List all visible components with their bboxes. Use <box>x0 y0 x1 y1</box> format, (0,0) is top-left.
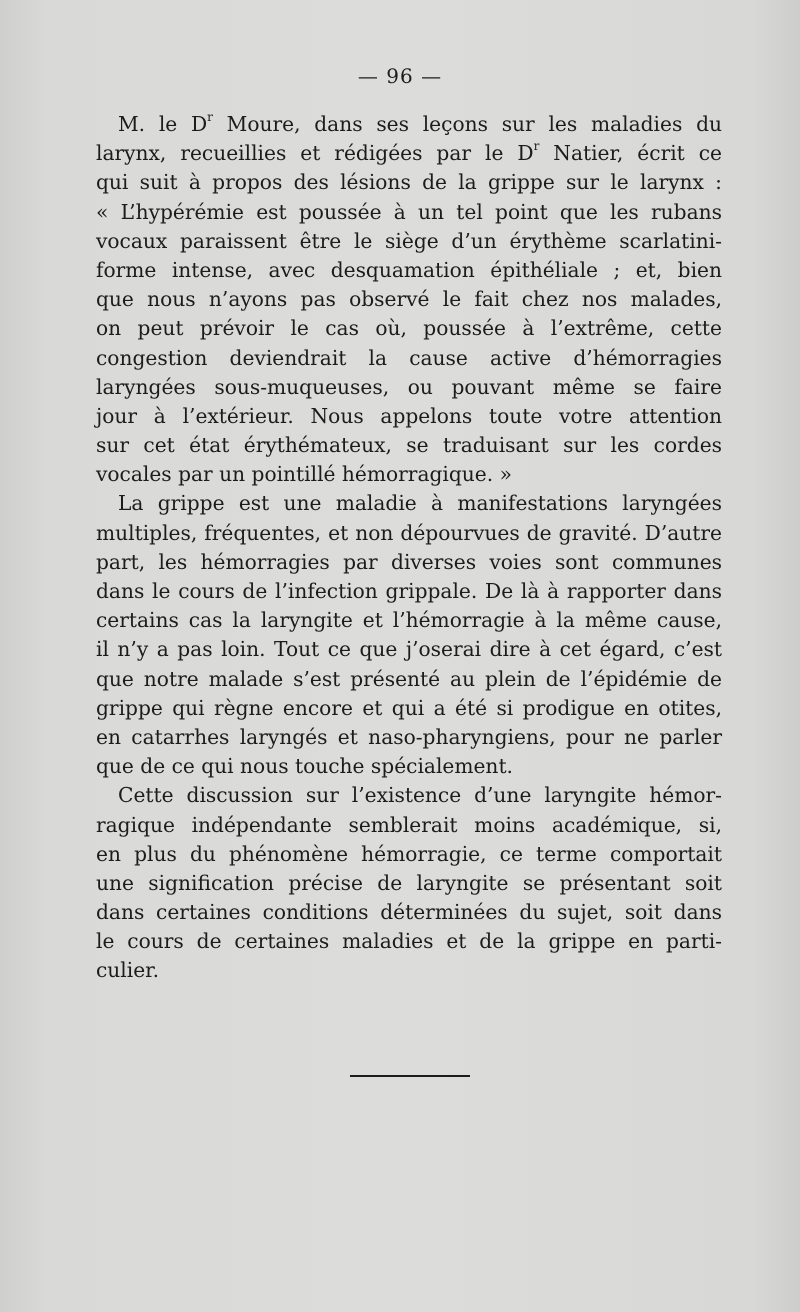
text-line: ragique indépendante semblerait moins académique, si, <box>96 812 722 837</box>
text-line: part, les hémorragies par diverses voies sont communes <box>96 549 722 574</box>
text-line: laryngées sous-muqueuses, ou pouvant même se faire <box>96 374 722 399</box>
text-line: il n’y a pas loin. Tout ce que j’oserai dire à cet égard, c’est <box>96 637 722 662</box>
text-line: vocaux paraissent être le siège d’un érythème scarlatini- <box>96 228 722 253</box>
text-line: dans certaines conditions déterminées du sujet, soit dans <box>96 900 722 925</box>
text-line: larynx, recueillies et rédigées par le $D^r$ Natier, écrit ce <box>96 139 723 166</box>
text-line: grippe qui règne encore et qui a été si prodigue en otites, <box>96 695 722 720</box>
paragraph <box>96 489 722 781</box>
text-line: La grippe est une maladie à manifestations laryngées <box>118 491 722 516</box>
body-text <box>96 110 722 986</box>
text-line: que de ce qui nous touche spécialement. <box>96 754 513 779</box>
paragraph <box>96 110 722 489</box>
text-line: on peut prévoir le cas où, poussée à l’extrême, cette <box>96 316 722 341</box>
text-line: multiples, fréquentes, et non dépourvues de gravité. D’autre <box>96 520 722 545</box>
text-line: dans le cours de l’infection grippale. De là à rapporter dans <box>96 579 722 603</box>
text-line: en catarrhes laryngés et naso-pharyngiens, pour ne parler <box>96 724 722 749</box>
page-number: — 96 — <box>357 64 443 88</box>
text-line: que notre malade s’est présenté au plein de l’épidémie de <box>96 666 722 691</box>
text-line: sur cet état érythémateux, se traduisant sur les cordes <box>96 433 722 458</box>
text-line: M. le $D^r$ Moure, dans ses leçons sur les maladies du <box>118 110 722 136</box>
text-line: Cette discussion sur l’existence d’une laryngite hémor- <box>118 783 722 808</box>
text-line: qui suit à propos des lésions de la grippe sur le larynx : <box>96 170 722 195</box>
text-line: culier. <box>96 958 160 983</box>
text-line: forme intense, avec desquamation épithéliale ; et, bien <box>96 257 722 282</box>
text-line: certains cas la laryngite et l’hémorragie à la même cause, <box>96 608 722 633</box>
text-line: une signification précise de laryngite se présentant soit <box>96 870 722 895</box>
text-line: le cours de certaines maladies et de la grippe en parti- <box>96 929 722 954</box>
text-line: que nous n’ayons pas observé le fait chez nos malades, <box>96 287 722 312</box>
text-line: jour à l’extérieur. Nous appelons toute votre attention <box>96 403 722 428</box>
text-line: vocales par un pointillé hémorragique. » <box>96 462 512 487</box>
text-line: en plus du phénomène hémorragie, ce terme comportait <box>96 841 722 866</box>
paragraph <box>96 781 722 985</box>
text-line: congestion deviendrait la cause active d’hémorragies <box>96 345 722 370</box>
text-line: « L’hypérémie est poussée à un tel point que les rubans <box>96 199 722 224</box>
end-rule <box>350 1075 470 1077</box>
